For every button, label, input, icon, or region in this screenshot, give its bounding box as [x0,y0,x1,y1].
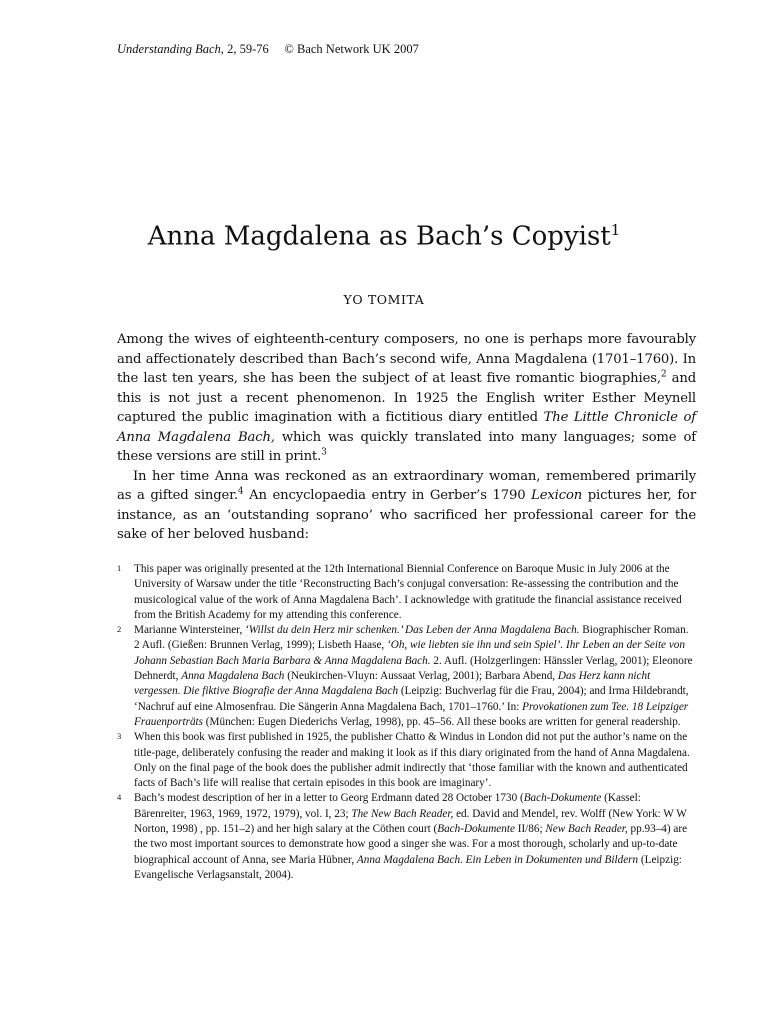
italic-text: Bach-Dokumente [437,823,515,836]
italic-text: ‘Oh, wie liebten sie ihn und sein Spiel’. Ihr Leben an der Seite von Johann Sebastian Bach Maria Barbara & Anna Magdalena Bach. [134,639,685,667]
italic-text: Anna Magdalena Bach. Ein Leben in Dokumenten und Bildern [356,853,639,866]
footnote-number: 2 [117,624,122,635]
text-run: ed. David and Mendel, rev. Wolff (New York: W W Norton, 1998) , pp. 151–2) and her high salary at the Cöthen court ( [134,807,687,836]
text-run: When this book was first published in 1925, the publisher Chatto & Windus in London did not put the author’s name on the title-page, deliberately confusing the reader and making it look as if this diary originated from the hand of Anna Magdalena. Only on the final page of the book does the publisher admit indirectly that ‘those familiar with the known and authenticated facts of Bach’s life will realise that certain episodes in this book are imaginary’. [134,731,690,790]
body-paragraph [117,467,696,545]
body-paragraph [117,330,696,467]
footnote-number: 4 [117,792,122,803]
footnote-ref: 2 [660,369,667,380]
text-run: which was quickly translated into many languages; some of these versions are still in print. [117,429,696,464]
italic-text: The New Bach Reader, [351,807,454,820]
text-run: (Neukirchen-Vluyn: Aussaat Verlag, 2001); Barbara Abend, [284,670,558,683]
text-run: II/86; [514,823,546,836]
text-run: Bach’s modest description of her in a letter to Georg Erdmann dated 28 October 1730 ( [134,792,524,805]
paper-title-text: Anna Magdalena as Bach’s Copyist [147,221,611,252]
author-name: YO TOMITA [343,292,425,307]
footnote [117,623,696,730]
text-run: pp.93–4) are the two most important sources to demonstrate how good a singer she was. For a most thorough, scholarly and up-to-date biographical account of Anna, see Maria Hübner, [134,823,688,866]
text-run: This paper was originally presented at the 12th International Biennial Conference on Baroque Music in July 2006 at the University of Warsaw under the title ‘Reconstructing Bach’s conjugal conversation: Re-assessing the contribution and the musicological value of the work of Anna Magdalena Bach’. I acknowledge with gratitude the financial assistance received from the British Academy for my attending this conference. [134,563,682,621]
text-run: and this is not just a recent phenomenon. In 1925 the English writer Esther Meynell captured the public imagination with a fictitious diary entitled [117,371,696,425]
italic-text: Provokationen zum Tee. 18 Leipziger Frauenporträts [134,700,689,728]
footnote-ref: 4 [237,486,244,497]
journal-name: Understanding Bach, [117,42,224,56]
paper-title [0,212,768,255]
footnote [117,730,696,791]
footnotes [117,562,696,883]
text-run: (Leipzig: Buchverlag für die Frau, 2004); and Irma Hildebrandt, ‘Nachruf auf eine Almosenfrau. Die Sängerin Anna Magdalena Bach, 1701–1760.’ In: [134,685,689,713]
running-head [117,42,419,57]
italic-text: ‘Willst du dein Herz mir schenken.’ Das Leben der Anna Magdalena Bach. [245,624,580,637]
body-text [117,330,696,545]
footnote-number: 3 [117,731,122,742]
text-run: Among the wives of eighteenth-century composers, no one is perhaps more favourably and affectionately described than Bach’s second wife, Anna Magdalena (1701–1760). In the last ten years, she has been the subject of at least five romantic biographies, [117,332,696,386]
text-run: An encyclopaedia entry in Gerber’s 1790 [243,488,532,503]
italic-text: Bach-Dokumente [523,792,602,805]
text-run: 2. Aufl. (Holzgerlingen: Hänssler Verlag, 2001); Eleonore Dehnerdt, [134,654,693,683]
text-run: pictures her, for instance, as an ‘outstanding soprano’ who sacrificed her professional career for the sake of her beloved husband: [117,488,696,542]
footnote-number: 1 [117,563,122,573]
text-run: Marianne Wintersteiner, [134,624,246,637]
volume-pages: 2, 59-76 [227,42,269,56]
footnote-ref: 3 [321,447,327,458]
text-run: In her time Anna was reckoned as an extraordinary woman, remembered primarily as a gifted singer. [117,468,696,503]
footnote [117,791,696,883]
copyright-notice: © Bach Network UK 2007 [284,42,419,56]
italic-text: Anna Magdalena Bach [181,670,285,683]
italic-text: Lexicon [531,488,583,503]
italic-text: The Little Chronicle of Anna Magdalena Bach, [117,410,696,445]
footnote [117,562,696,623]
italic-text: New Bach Reader, [545,823,628,836]
text-run: (Leipzig: Evangelische Verlagsanstalt, 2004). [134,853,682,881]
text-run: Biographischer Roman. 2 Aufl. (Gießen: Brunnen Verlag, 1999); Lisbeth Haase, [134,624,689,652]
title-note-ref: 1 [610,221,621,239]
text-run: (Kassel: Bärenreiter, 1963, 1969, 1972, 1979), vol. I, 23; [134,792,641,820]
italic-text: Das Herz kann nicht vergessen. Die fiktive Biografie der Anna Magdalena Bach [134,670,651,698]
text-run: (München: Eugen Diederichs Verlag, 1998), pp. 45–56. All these books are written for general readership. [203,715,681,728]
